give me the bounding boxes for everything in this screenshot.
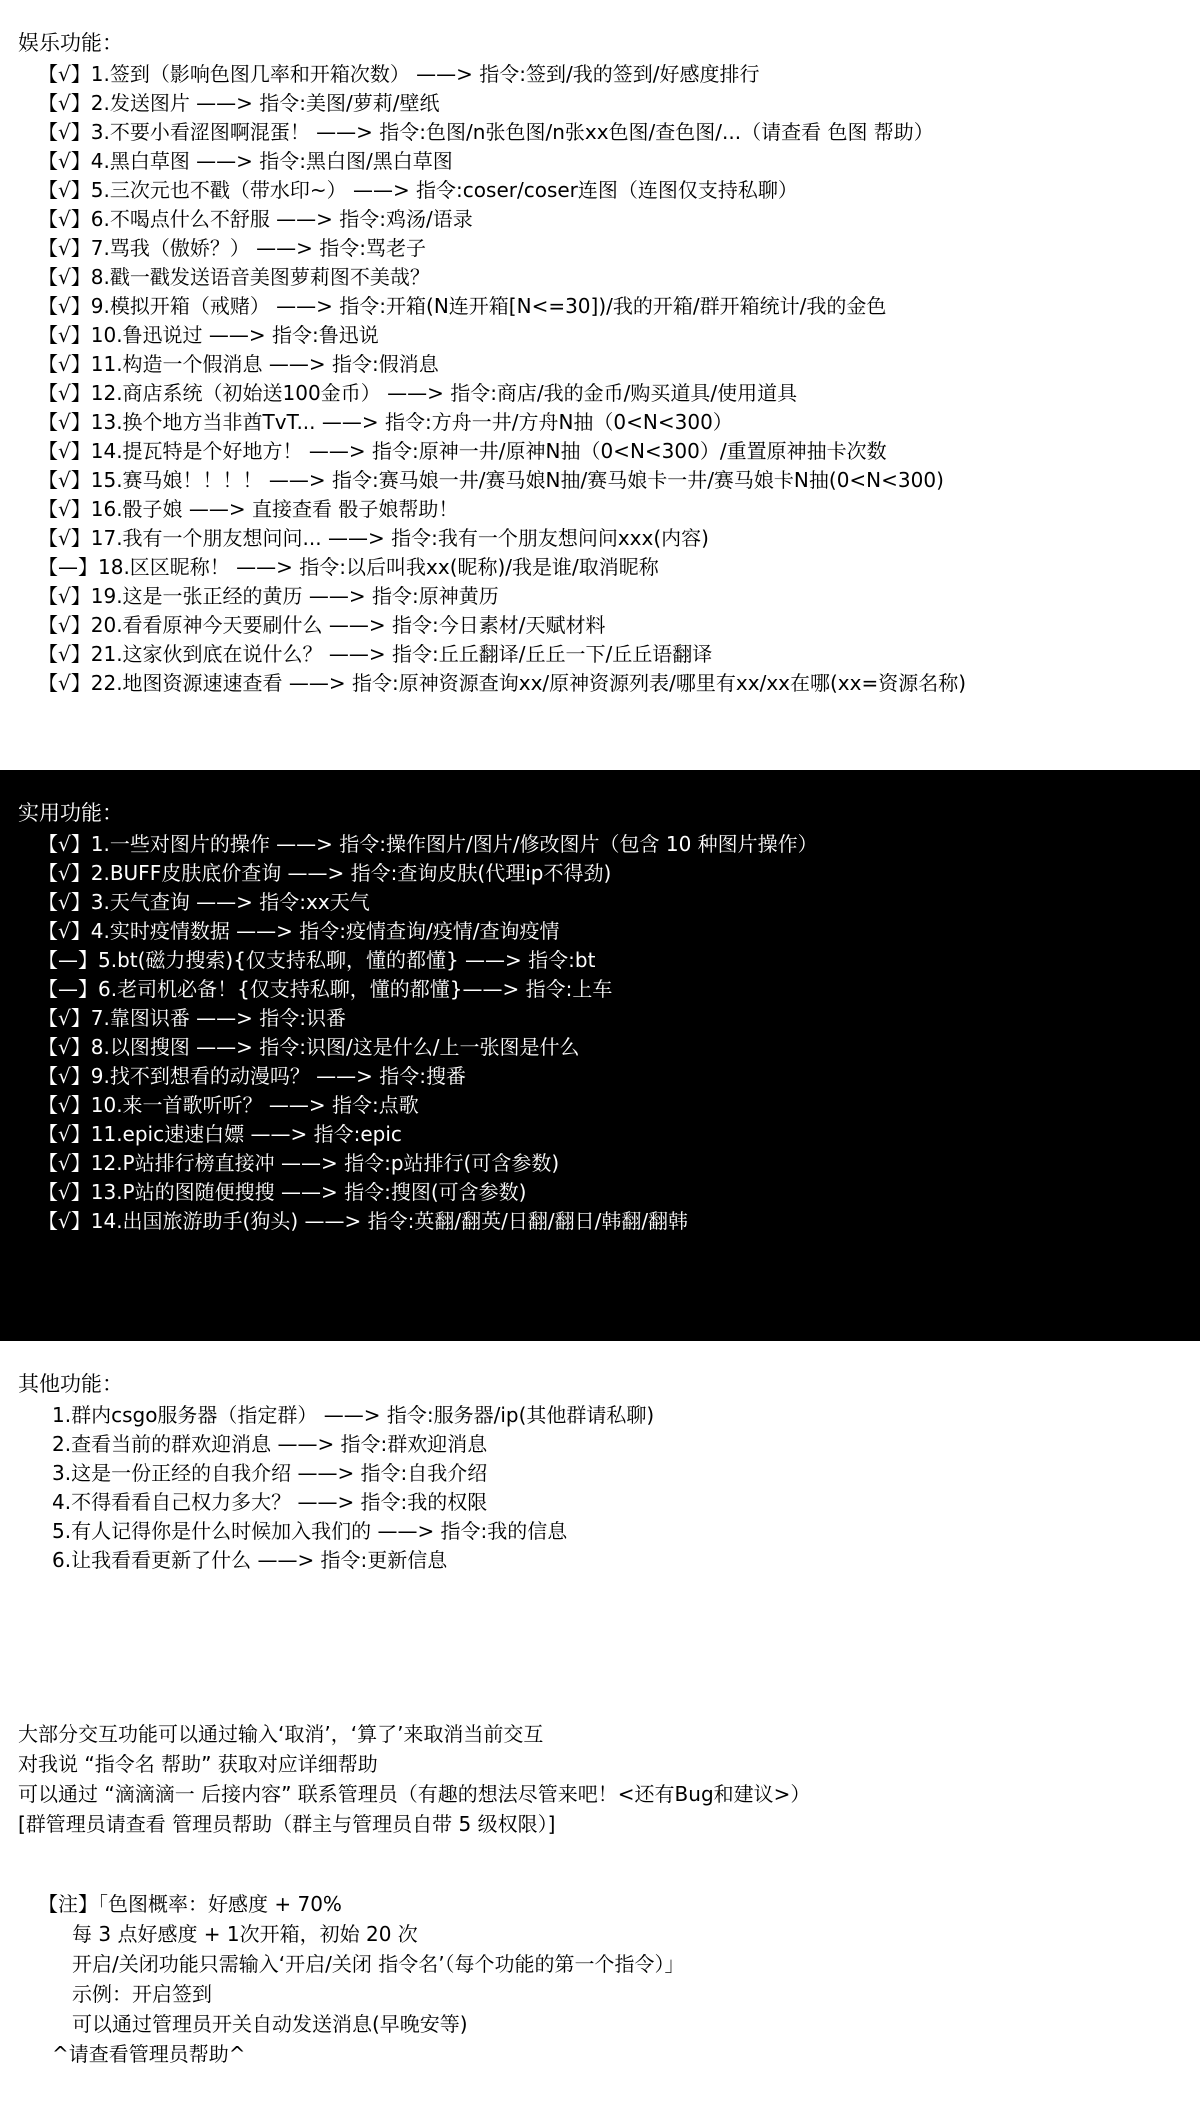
list-item: 6.让我看看更新了什么 ——> 指令:更新信息 [52, 1548, 448, 1572]
other-title: 其他功能： [18, 1372, 123, 1396]
entertainment-section [0, 0, 1200, 770]
list-item: 【√】16.骰子娘 ——> 直接查看 骰子娘帮助！ [38, 497, 459, 521]
practical-section [0, 770, 1200, 1341]
list-item: 【√】2.发送图片 ——> 指令:美图/萝莉/壁纸 [38, 91, 440, 115]
list-item: 【√】14.出国旅游助手(狗头) ——> 指令:英翻/翻英/日翻/翻日/韩翻/翻韩 [38, 1209, 689, 1233]
list-item: 【√】12.P站排行榜直接冲 ——> 指令:p站排行(可含参数) [38, 1151, 560, 1175]
note-line: 示例：开启签到 [72, 1982, 212, 2006]
note-line: 开启/关闭功能只需输入‘开启/关闭 指令名’（每个功能的第一个指令）」 [72, 1952, 685, 1976]
list-item: 【√】7.靠图识番 ——> 指令:识番 [38, 1006, 347, 1030]
list-item: 【√】21.这家伙到底在说什么？ ——> 指令:丘丘翻译/丘丘一下/丘丘语翻译 [38, 642, 713, 666]
list-item: 【√】20.看看原神今天要刷什么 ——> 指令:今日素材/天赋材料 [38, 613, 606, 637]
list-item: 【√】10.来一首歌听听？ ——> 指令:点歌 [38, 1093, 419, 1117]
note-line: 【注】「色图概率：好感度 + 70% [38, 1892, 342, 1916]
list-item: 【√】1.签到（影响色图几率和开箱次数） ——> 指令:签到/我的签到/好感度排行 [38, 62, 760, 86]
list-item: 【√】4.实时疫情数据 ——> 指令:疫情查询/疫情/查询疫情 [38, 919, 560, 943]
list-item: 【√】4.黑白草图 ——> 指令:黑白图/黑白草图 [38, 149, 453, 173]
list-item: 2.查看当前的群欢迎消息 ——> 指令:群欢迎消息 [52, 1432, 488, 1456]
list-item: 【√】17.我有一个朋友想问问... ——> 指令:我有一个朋友想问问xxx(内容) [38, 526, 709, 550]
list-item: 【√】11.epic速速白嫖 ——> 指令:epic [38, 1122, 402, 1146]
entertainment-title: 娱乐功能： [18, 31, 123, 55]
list-item: 【√】10.鲁迅说过 ——> 指令:鲁迅说 [38, 323, 379, 347]
practical-title: 实用功能： [18, 801, 123, 825]
list-item: 【√】5.三次元也不戳（带水印~） ——> 指令:coser/coser连图（连图仅支持私聊） [38, 178, 798, 202]
list-item: 【√】3.不要小看涩图啊混蛋！ ——> 指令:色图/n张色图/n张xx色图/查色图/...（请查看 色图 帮助） [38, 120, 934, 144]
list-item: 【√】19.这是一张正经的黄历 ——> 指令:原神黄历 [38, 584, 499, 608]
list-item: 4.不得看看自己权力多大？ ——> 指令:我的权限 [52, 1490, 488, 1514]
list-item: 【√】1.一些对图片的操作 ——> 指令:操作图片/图片/修改图片（包含 10 种图片操作） [38, 832, 818, 856]
list-item: 【√】9.模拟开箱（戒赌） ——> 指令:开箱(N连开箱[N<=30])/我的开箱/群开箱统计/我的金色 [38, 294, 887, 318]
list-item: 【√】8.戳一戳发送语音美图萝莉图不美哉？ [38, 265, 430, 289]
list-item: 【√】22.地图资源速速查看 ——> 指令:原神资源查询xx/原神资源列表/哪里有xx/xx在哪(xx=资源名称) [38, 671, 967, 695]
footer-line: 可以通过 “滴滴滴一 后接内容” 联系管理员（有趣的想法尽管来吧！<还有Bug和建议>） [18, 1782, 811, 1806]
list-item: 【√】3.天气查询 ——> 指令:xx天气 [38, 890, 370, 914]
other-section [0, 1341, 1200, 1709]
list-item: 1.群内csgo服务器（指定群） ——> 指令:服务器/ip(其他群请私聊) [52, 1403, 655, 1427]
note-line: 每 3 点好感度 + 1次开箱，初始 20 次 [72, 1922, 418, 1946]
list-item: 【—】18.区区昵称！ ——> 指令:以后叫我xx(昵称)/我是谁/取消昵称 [38, 555, 659, 579]
list-item: 【√】6.不喝点什么不舒服 ——> 指令:鸡汤/语录 [38, 207, 473, 231]
note-line: ^请查看管理员帮助^ [52, 2042, 246, 2066]
list-item: 【√】12.商店系统（初始送100金币） ——> 指令:商店/我的金币/购买道具/使用道具 [38, 381, 798, 405]
list-item: 【√】2.BUFF皮肤底价查询 ——> 指令:查询皮肤(代理ip不得劲) [38, 861, 612, 885]
list-item: 【√】13.P站的图随便搜搜 ——> 指令:搜图(可含参数) [38, 1180, 527, 1204]
footer-line: 对我说 “指令名 帮助” 获取对应详细帮助 [18, 1752, 378, 1776]
list-item: 【√】15.赛马娘！！！！ ——> 指令:赛马娘一井/赛马娘N抽/赛马娘卡一井/赛马娘卡N抽(0<N<300) [38, 468, 944, 492]
list-item: 【√】14.提瓦特是个好地方！ ——> 指令:原神一井/原神N抽（0<N<300）/重置原神抽卡次数 [38, 439, 887, 463]
list-item: 【—】5.bt(磁力搜索){仅支持私聊，懂的都懂} ——> 指令:bt [38, 948, 596, 972]
list-item: 【√】7.骂我（傲娇？） ——> 指令:骂老子 [38, 236, 427, 260]
footer-line: 大部分交互功能可以通过输入‘取消’，‘算了’来取消当前交互 [18, 1722, 544, 1746]
list-item: 【√】11.构造一个假消息 ——> 指令:假消息 [38, 352, 439, 376]
list-item: 3.这是一份正经的自我介绍 ——> 指令:自我介绍 [52, 1461, 488, 1485]
note-section [0, 1879, 1200, 2109]
note-line: 可以通过管理员开关自动发送消息(早晚安等) [72, 2012, 468, 2036]
footer-line: [群管理员请查看 管理员帮助（群主与管理员自带 5 级权限）] [18, 1812, 556, 1836]
list-item: 5.有人记得你是什么时候加入我们的 ——> 指令:我的信息 [52, 1519, 568, 1543]
list-item: 【√】13.换个地方当非酋TvT... ——> 指令:方舟一井/方舟N抽（0<N<300） [38, 410, 733, 434]
list-item: 【√】9.找不到想看的动漫吗？ ——> 指令:搜番 [38, 1064, 467, 1088]
list-item: 【—】6.老司机必备！{仅支持私聊，懂的都懂}——> 指令:上车 [38, 977, 613, 1001]
list-item: 【√】8.以图搜图 ——> 指令:识图/这是什么/上一张图是什么 [38, 1035, 580, 1059]
footer-section [0, 1709, 1200, 1879]
